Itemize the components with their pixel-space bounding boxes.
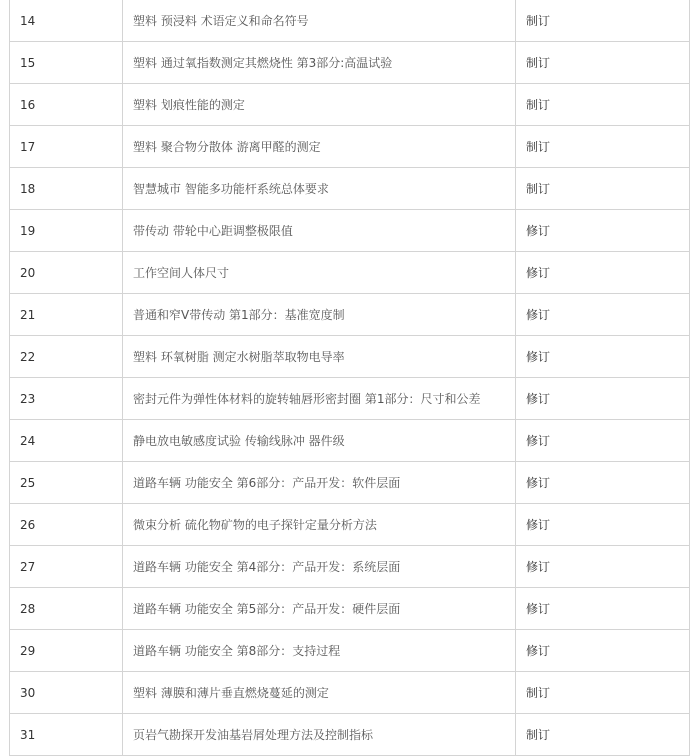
table-row (10, 126, 690, 168)
revision-type: 修订 (516, 546, 690, 588)
table-row (10, 420, 690, 462)
standard-name: 静电放电敏感度试验 传输线脉冲 器件级 (123, 420, 516, 462)
standard-name: 塑料 划痕性能的测定 (123, 84, 516, 126)
revision-type: 修订 (516, 294, 690, 336)
standard-name: 道路车辆 功能安全 第8部分：支持过程 (123, 630, 516, 672)
revision-type: 修订 (516, 378, 690, 420)
row-number: 27 (10, 546, 123, 588)
standard-name: 密封元件为弹性体材料的旋转轴唇形密封圈 第1部分：尺寸和公差 (123, 378, 516, 420)
row-number: 24 (10, 420, 123, 462)
standard-name: 塑料 通过氧指数测定其燃烧性 第3部分:高温试验 (123, 42, 516, 84)
table-row (10, 672, 690, 714)
table-row (10, 336, 690, 378)
row-number: 23 (10, 378, 123, 420)
table-row (10, 84, 690, 126)
table-row (10, 294, 690, 336)
row-number: 29 (10, 630, 123, 672)
standard-name: 微束分析 硫化物矿物的电子探针定量分析方法 (123, 504, 516, 546)
row-number: 16 (10, 84, 123, 126)
row-number: 21 (10, 294, 123, 336)
row-number: 26 (10, 504, 123, 546)
revision-type: 制订 (516, 672, 690, 714)
row-number: 15 (10, 42, 123, 84)
row-number: 20 (10, 252, 123, 294)
table-row (10, 630, 690, 672)
row-number: 30 (10, 672, 123, 714)
revision-type: 修订 (516, 504, 690, 546)
revision-type: 修订 (516, 252, 690, 294)
table-row (10, 168, 690, 210)
table-row (10, 588, 690, 630)
row-number: 22 (10, 336, 123, 378)
revision-type: 制订 (516, 168, 690, 210)
table-row (10, 504, 690, 546)
row-number: 14 (10, 0, 123, 42)
table-row (10, 714, 690, 756)
row-number: 31 (10, 714, 123, 756)
table-row (10, 42, 690, 84)
standard-name: 塑料 预浸料 术语定义和命名符号 (123, 0, 516, 42)
table-row (10, 462, 690, 504)
standard-name: 道路车辆 功能安全 第5部分：产品开发：硬件层面 (123, 588, 516, 630)
revision-type: 制订 (516, 0, 690, 42)
revision-type: 修订 (516, 420, 690, 462)
standards-table-body (10, 0, 690, 756)
revision-type: 制订 (516, 84, 690, 126)
standards-table-container (9, 0, 686, 756)
row-number: 17 (10, 126, 123, 168)
standard-name: 道路车辆 功能安全 第4部分：产品开发：系统层面 (123, 546, 516, 588)
table-row (10, 0, 690, 42)
revision-type: 制订 (516, 714, 690, 756)
row-number: 25 (10, 462, 123, 504)
standard-name: 页岩气勘探开发油基岩屑处理方法及控制指标 (123, 714, 516, 756)
revision-type: 制订 (516, 42, 690, 84)
row-number: 28 (10, 588, 123, 630)
standard-name: 塑料 环氧树脂 测定水树脂萃取物电导率 (123, 336, 516, 378)
standard-name: 智慧城市 智能多功能杆系统总体要求 (123, 168, 516, 210)
row-number: 19 (10, 210, 123, 252)
standards-table (9, 0, 690, 756)
revision-type: 修订 (516, 336, 690, 378)
standard-name: 塑料 薄膜和薄片垂直燃烧蔓延的测定 (123, 672, 516, 714)
standard-name: 塑料 聚合物分散体 游离甲醛的测定 (123, 126, 516, 168)
revision-type: 制订 (516, 126, 690, 168)
standard-name: 普通和窄V带传动 第1部分：基准宽度制 (123, 294, 516, 336)
revision-type: 修订 (516, 462, 690, 504)
standard-name: 工作空间人体尺寸 (123, 252, 516, 294)
standard-name: 带传动 带轮中心距调整极限值 (123, 210, 516, 252)
row-number: 18 (10, 168, 123, 210)
revision-type: 修订 (516, 588, 690, 630)
revision-type: 修订 (516, 630, 690, 672)
table-row (10, 546, 690, 588)
revision-type: 修订 (516, 210, 690, 252)
table-row (10, 378, 690, 420)
standard-name: 道路车辆 功能安全 第6部分：产品开发：软件层面 (123, 462, 516, 504)
table-row (10, 252, 690, 294)
table-row (10, 210, 690, 252)
